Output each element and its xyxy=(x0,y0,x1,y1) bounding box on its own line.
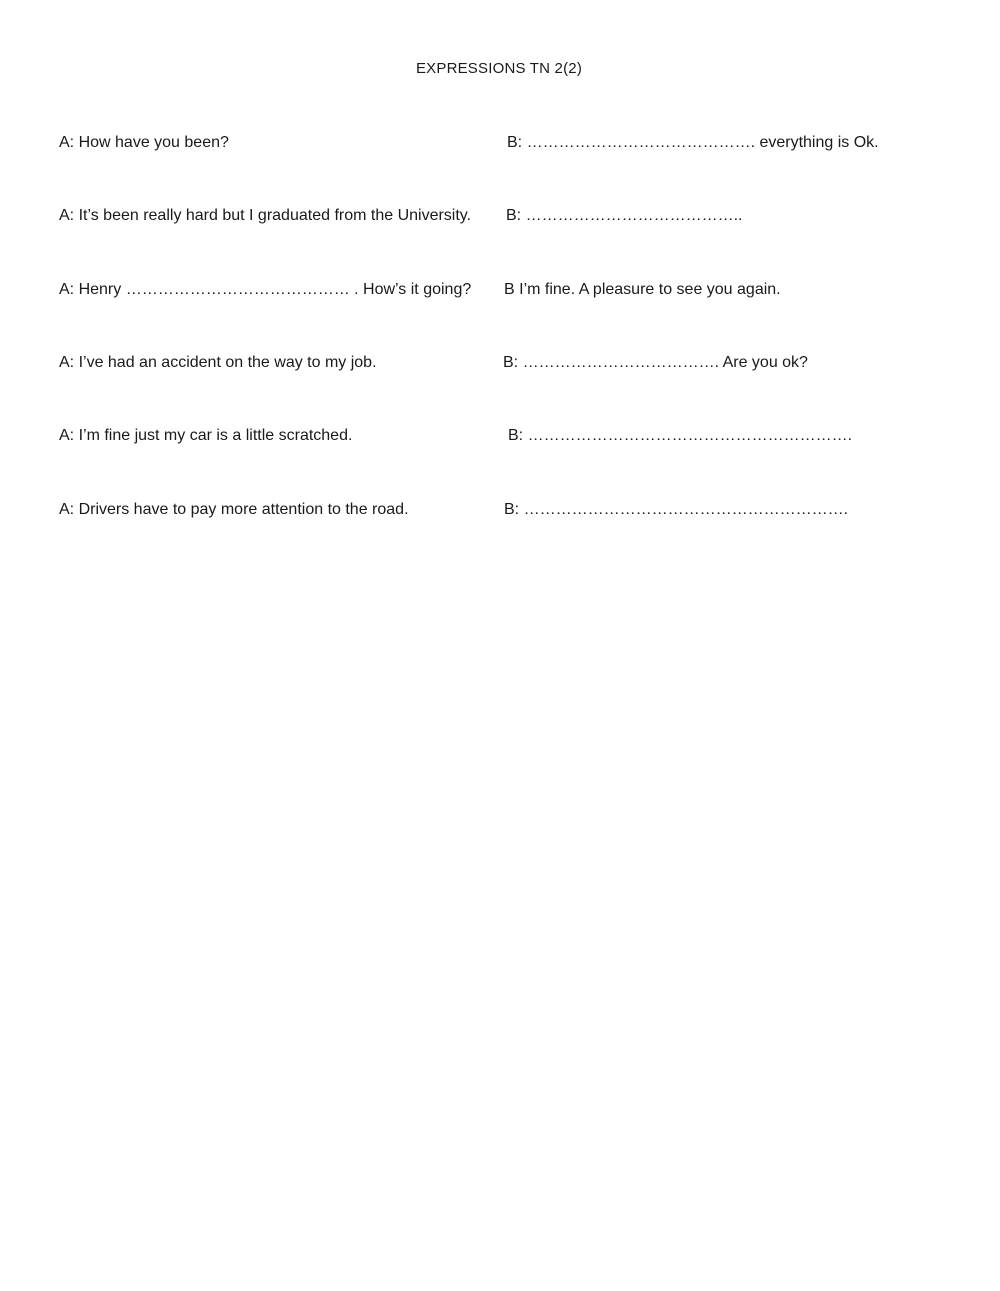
row-4-a: A: I’ve had an accident on the way to my job. xyxy=(59,354,377,371)
row-2-a: A: It’s been really hard but I graduated from the University. xyxy=(59,207,472,224)
row-3-a: A: Henry …………………………………… . How’s it going? xyxy=(59,281,472,298)
row-6-b: B: ……………………………………………………. xyxy=(504,501,849,518)
row-4-b: B: ………………………………. Are you ok? xyxy=(503,354,808,371)
row-5-b: B: ……………………………………………………. xyxy=(508,427,853,444)
page-title: EXPRESSIONS TN 2(2) xyxy=(415,60,583,77)
row-1-b: B: ……………………………………. everything is Ok. xyxy=(507,134,879,151)
row-2-b: B: ………………………………….. xyxy=(506,207,743,224)
row-1-a: A: How have you been? xyxy=(59,134,229,151)
row-6-a: A: Drivers have to pay more attention to the road. xyxy=(59,501,409,518)
row-5-a: A: I’m fine just my car is a little scratched. xyxy=(59,427,353,444)
row-3-b: B I’m fine. A pleasure to see you again. xyxy=(504,281,781,298)
